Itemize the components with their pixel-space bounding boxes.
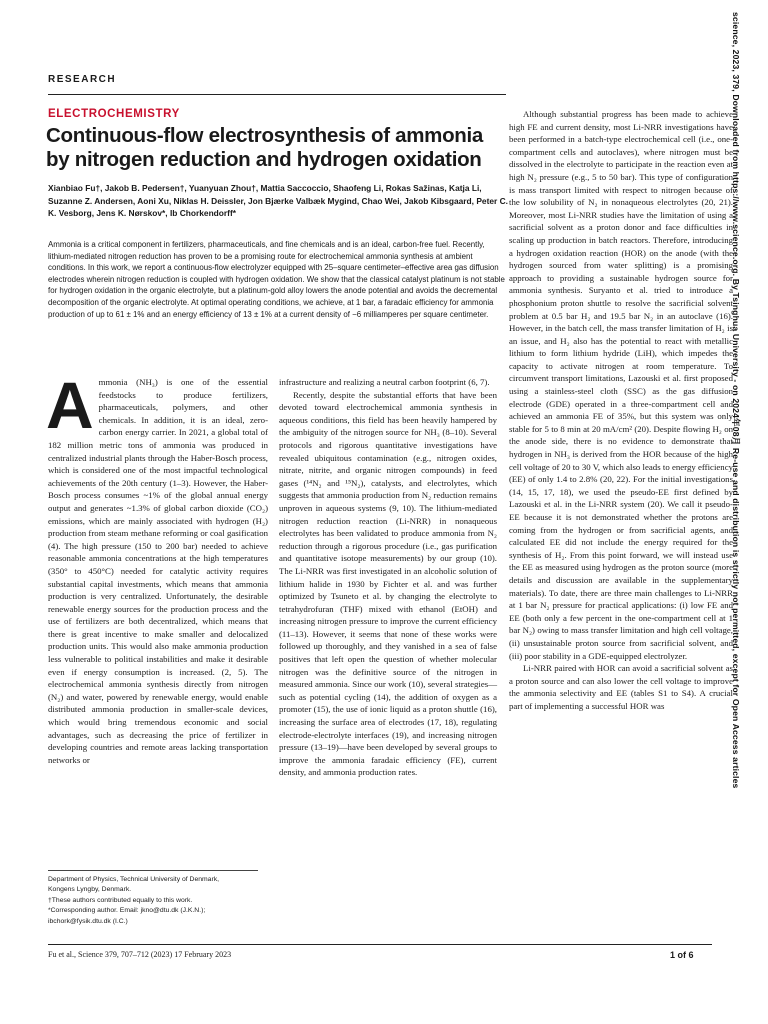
- drop-cap: A: [46, 368, 94, 442]
- footer-divider: [48, 944, 712, 945]
- body-column-1: [46, 368, 268, 766]
- body-paragraph: Recently, despite the substantial efforts that have been devoted toward electrochemical ammonia synthesis in aqueous conditions, this field has been heavily hampered by the ambiguity of the nitrogen source for NH₃ (8–10). Several protocols and rigorous quantitative investigations have revealed ubiquitous contamination (e.g., nitrogen oxides, nitrate, nitrite, and organic nitrogen compounds) in feed gases (¹⁴N₂ and ¹⁵N₂), catalysts, and electrolytes, which suggests that ammonia production from N₂ reduction remains unproven in aqueous systems (9, 10). The lithium-mediated nitrogen reduction reaction (Li-NRR) in nonaqueous electrolytes has been validated to produce ammonia from N₂ reduction through a rigorous procedure (i.e., gas purification and quantitative isotope measurements) by our group (10). The Li-NRR was first investigated in an alcoholic solution of lithium halide in 1930 by Fichter et al. and was further optimized by Tsuneto et al. by changing the electrolyte to tetrahydrofuran (THF) mixed with ethanol (EtOH) and increasing nitrogen pressure to improve the current efficiency (11–13). However, it seems that none of these works were followed up thoroughly, and they vanished in a sea of false positives that left open the question of whether molecular nitrogen was the definitive source of the nitrogen in measured ammonia. Since our work (10), several strategies—such as potential cycling (14), the addition of oxygen as a promoter (15), the use of ionic liquid as a proton shuttle (16), increasing the surface area of electrodes (17, 18), regulating electrode-electrolyte interfaces (19), and increasing nitrogen pressure (13–19)—have been developed by several groups to improve the ammonia faradaic efficiency (FE), current density, and ammonia production rates.: [279, 389, 497, 778]
- body-paragraph: infrastructure and realizing a neutral carbon footprint (6, 7).: [279, 377, 490, 387]
- article-title: Continuous-flow electrosynthesis of ammonia by nitrogen reduction and hydrogen oxidation: [46, 124, 484, 171]
- footer-citation: Fu et al., Science 379, 707–712 (2023) 17 February 2023: [48, 950, 232, 959]
- section-label: RESEARCH: [48, 74, 117, 85]
- download-watermark: science, 2023, 379, Downloaded from https://www.science.org. By Tsinghua University - on 2024年08月 Re-use and distribution is strictly not permitted, except for Open Access articles: [731, 12, 741, 789]
- page-number: 1 of 6: [670, 950, 694, 960]
- author-list: Xianbiao Fu†, Jakob B. Pedersen†, Yuanyuan Zhou†, Mattia Saccoccio, Shaofeng Li, Rokas Sažinas, Katja Li, Suzanne Z. Andersen, Aoni Xu, Niklas H. Deissler, Jon Bjærke Valbæk Mygind, Chao Wei, Jakob Kibsgaard, Peter C. K. Vesborg, Jens K. Nørskov*, Ib Chorkendorff*: [48, 183, 508, 219]
- header-divider: [48, 94, 506, 95]
- footnotes: [48, 875, 278, 927]
- footnote-divider: [48, 870, 258, 871]
- affiliation-line: Department of Physics, Technical University of Denmark,: [48, 876, 219, 883]
- body-paragraph: mmonia (NH₃) is one of the essential feedstocks to produce fertilizers, pharmaceuticals, polymers, and other chemicals. In addition, it is an ideal, zero-carbon energy carrier. In 2021, a global total of 182 million metric tons of ammonia was produced in centralized industrial plants through the Haber-Bosch process, which is considered one of the most impactful technological achievements of the 20th century (1–3). However, the Haber-Bosch process consumes ~1% of the global annual energy output and generates ~1.3% of global carbon dioxide (CO₂) emissions, which are mainly associated with hydrogen (H₂) production from steam methane reforming or coal gasification (4). The high pressure (150 to 200 bar) needed to achieve reasonable ammonia concentrations at the high temperatures (350° to 450°C) needed for catalytic activity requires substantial capital investments, which means that ammonia production is very centralized. Unfortunately, the desirable renewable energy sources for the production process and the use of fertilizers are both decentralized, which means that there is great incentive to make smaller and delocalized production units. This would also make ammonia production less vulnerable to political instabilities and make it desirable even if energy consumption is increased. (2, 5). The electrochemical ammonia synthesis directly from nitrogen (N₂) and water, powered by renewable energy, would enable distributed ammonia production in smaller-scale devices, which would bring tremendous economic and social advantages, such as decreasing the price of fertilizer in developing countries and remote areas lacking transportation networks or: [48, 377, 268, 765]
- equal-contribution-note: †These authors contributed equally to this work.: [48, 896, 193, 904]
- body-paragraph: Li-NRR paired with HOR can avoid a sacrificial solvent as a proton source and can also lower the cell voltage to improve the ammonia selectivity and EE (tables S1 to S4). A crucial part of implementing a successful HOR was: [509, 663, 733, 711]
- body-column-2: [279, 376, 497, 779]
- abstract: Ammonia is a critical component in fertilizers, pharmaceuticals, and fine chemicals and is an ideal, carbon-free fuel. Recently, lithium-mediated nitrogen reduction has proven to be a promising route for electrochemical ammonia synthesis at ambient conditions. In this work, we report a continuous-flow electrolyzer equipped with 25–square centimeter–effective area gas diffusion electrodes wherein nitrogen reduction is coupled with hydrogen oxidation. We show that the classical catalyst platinum is not stable for hydrogen oxidation in the organic electrolyte, but a platinum-gold alloy lowers the anode potential and avoids the decremental decomposition of the organic electrolyte. At optimal operating conditions, we achieve, at 1 bar, a faradaic efficiency for ammonia production of up to 61 ± 1% and an energy efficiency of 13 ± 1% at a current density of −6 milliamperes per square centimeter.: [48, 240, 505, 319]
- body-paragraph: Although substantial progress has been made to achieve high FE and current density, most Li-NRR investigations have been performed in a batch-type electrochemical cell (i.e., one-compartment cells and autoclaves), where nitrogen must be dissolved in the electrolyte to participate in the reaction even at high N₂ pressure (e.g., 5 to 50 bar). This type of configuration is mass transport limited with respect to nitrogen because of the low solubility of N₂ in nonaqueous electrolytes (20, 21). Moreover, most Li-NRR studies have the limitation of using a sacrificial solvent as a proton donor and face difficulties in scaling up production in batch reactors. Therefore, introducing a hydrogen oxidation reaction (HOR) on the anode (with the hydrogen sourced from water splitting) is a promising approach to providing a sustainable hydrogen source for ammonia synthesis. Suryanto et al. tried to introduce a phosphonium proton shuttle to resolve the sacrificial solvent problem at 0.5 bar H₂ and 19.5 bar N₂ in an autoclave (16). However, in the batch cell, the mass transfer limitation of H₂ is an issue, and H₂ also has the potential to react with metallic lithium to form lithium hydride (LiH), which impedes the capacity to activate nitrogen at room temperature. To circumvent transport limitations, Lazouski et al. first proposed using a stainless-steel cloth (SSC) as the gas diffusion electrode (GDE) operated in a three-compartment cell and achieved an ammonia FE of 35%, but this system was only stable for 5 to 8 min at 20 mA/cm² (20). Despite flowing H₂ on the anode side, there is no evidence to demonstrate that hydrogen in NH₃ is derived from the HOR because of the high cell voltage of 20 to 30 V, which also leads to energy efficiency (EE) of only 1.4 to 2.8% (20, 22). For the initial investigations (14, 15, 17, 18), we used the pseudo-EE first defined by Lazouski et al. in the Li-NRR system (20). We call it pseudo-EE because it is not demonstrated whether the protons are coming from the hydrogen or from sacrificial agents, and calculated EE did not include the energy required for the synthesis of H₂. From this point forward, we will instead use the EE as measured using hydrogen as the proton source (more details and discussion are available in the supplementary materials). To date, there are three main challenges to Li-NRR at 1 bar N₂ pressure for practical applications: (i) low FE and EE (both only a few percent in the one-compartment cell at 1 bar N₂) owing to mass transfer limitation and high cell voltage, (ii) unsustainable proton source from sacrificial solvent, and (iii) poor stability in a GDE-equipped electrolyzer.: [509, 109, 733, 661]
- body-column-3: [509, 108, 733, 713]
- affiliation-line: Kongens Lyngby, Denmark.: [48, 886, 132, 894]
- corresponding-author-line: *Corresponding author. Email: jkno@dtu.dk (J.K.N.);: [48, 907, 206, 915]
- category-label: ELECTROCHEMISTRY: [48, 108, 180, 120]
- corresponding-author-line: ibchork@fysik.dtu.dk (I.C.): [48, 917, 128, 925]
